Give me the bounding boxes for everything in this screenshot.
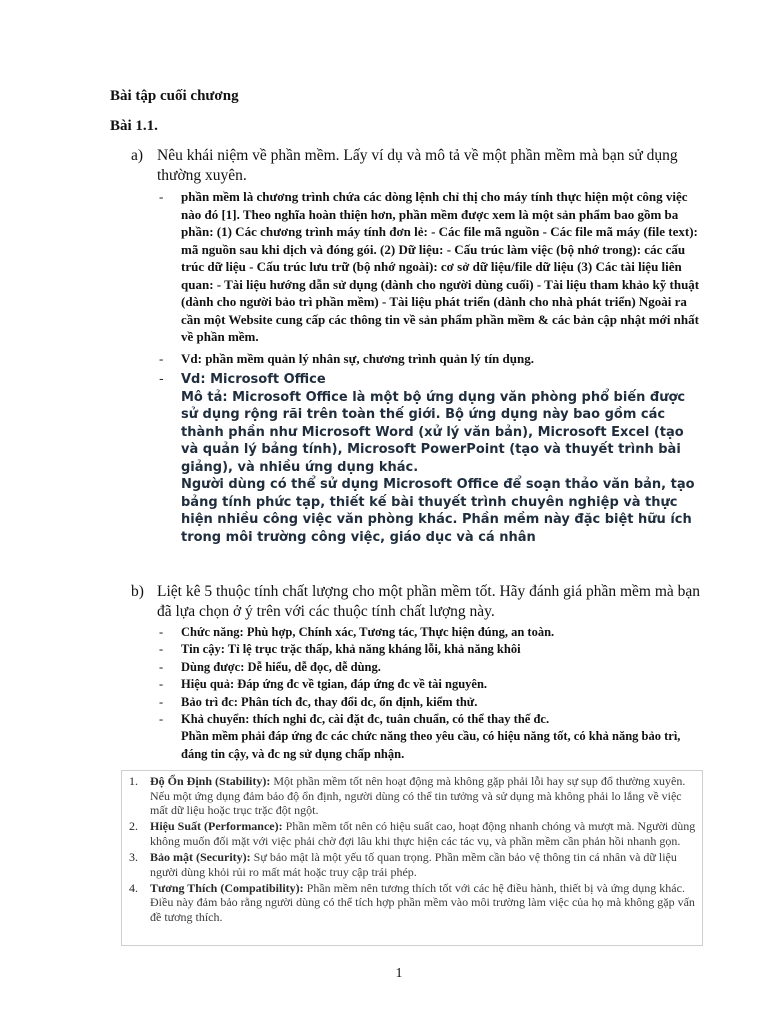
question-b-label: b): [131, 583, 144, 600]
list-item: 3. Bảo mật (Security): Sự bảo mật là một yếu tố quan trọng. Phần mềm cần bảo vệ thông tin cá nhân và dữ liệu người dùng khỏi rủi ro mất mát hoặc truy cập trái phép.: [129, 849, 677, 879]
answer-b-list: [157, 624, 702, 763]
quality-summary: Phần mềm phải đáp ứng đc các chức năng theo yêu cầu, có hiệu năng tốt, có khả năng bảo trì, đáng tin cậy, và đc ng sử dụng chấp nhận.: [181, 729, 681, 761]
software-example: Vd: phần mềm quản lý nhân sự, chương trình quản lý tín dụng.: [181, 350, 534, 366]
compatibility-text: Phần mềm nên tương thích tốt với các hệ điều hành, thiết bị và ứng dụng khác. Điều này đảm bảo rằng người dùng có thể tích hợp phần mềm vào môi trường làm việc của họ mà không gặp vấn đề tương thích.: [150, 880, 695, 924]
performance-term: Hiệu Suất (Performance):: [150, 819, 283, 834]
page-number: 1: [395, 966, 403, 981]
security-text: Sự bảo mật là một yếu tố quan trọng. Phần mềm cần bảo vệ thông tin cá nhân và dữ liệu người dùng khỏi rủi ro mất mát hoặc truy cập trái phép.: [150, 849, 677, 879]
list-item: - Hiệu quả: Đáp ứng đc về tgian, đáp ứng đc về tài nguyên.: [159, 677, 488, 692]
question-a-label: a): [131, 147, 144, 164]
attr-usability: Dùng được: Dễ hiểu, dễ đọc, dễ dùng.: [181, 659, 381, 674]
security-term: Bảo mật (Security):: [150, 849, 251, 864]
list-item: - Vd: Microsoft Office Mô tả: Microsoft Office là một bộ ứng dụng văn phòng phổ biến được sử dụng rộng rãi trên toàn thế giới. Bộ ứng dụng này bao gồm các thành phần như Microsoft Word (xử lý văn bản), Microsoft Excel (tạo và quản lý bảng tính), Microsoft PowerPoint (tạo và thuyết trình bài giảng), và nhiều ứng dụng khác. Người dùng có thể sử dụng Microsoft Office để soạn thảo văn bản, tạo bảng tính phức tạp, thiết kế bài thuyết trình chuyên nghiệp và thực hiện nhiều công việc văn phòng khác. Phần mềm này đặc biệt hữu ích trong môi trường công việc, giáo dục và cá nhân: [157, 371, 702, 546]
stability-term: Độ Ổn Định (Stability):: [150, 774, 271, 788]
list-item: 4. Tương Thích (Compatibility): Phần mềm nên tương thích tốt với các hệ điều hành, thiết bị và ứng dụng khác. Điều này đảm bảo rằng người dùng có thể tích hợp phần mềm vào môi trường làm việc của họ mà không gặp vấn đề tương thích.: [129, 880, 695, 924]
list-item: 2. Hiệu Suất (Performance): Phần mềm tốt nên có hiệu suất cao, hoạt động nhanh chóng và mượt mà. Người dùng không muốn đối mặt với việc phải chờ đợi lâu khi thực hiện các tác vụ, và phần mềm cần phản hồi nhanh gọn.: [129, 819, 696, 848]
answer-a-list: [157, 188, 702, 546]
list-item: - Vd: phần mềm quản lý nhân sự, chương trình quản lý tín dụng.: [159, 350, 534, 366]
question-b: [131, 582, 711, 622]
exercise-heading: Bài 1.1.: [110, 118, 158, 134]
attr-functionality: Chức năng: Phù hợp, Chính xác, Tương tác, Thực hiện đúng, an toàn.: [181, 625, 555, 639]
quality-attributes-box: [121, 770, 703, 946]
list-item: - Tin cậy: Tỉ lệ trục trặc thấp, khả năng kháng lỗi, khả năng khôi: [159, 642, 521, 657]
list-item: - Bảo trì đc: Phân tích đc, thay đổi dc, ổn định, kiểm thử.: [159, 694, 478, 709]
office-heading: Vd: Microsoft Office: [181, 372, 326, 387]
attr-portability: Khả chuyển: thích nghi đc, cài đặt đc, tuân chuẩn, có thể thay thế đc.: [181, 712, 550, 727]
stability-text: Một phần mềm tốt nên hoạt động mà không gặp phải lỗi hay sự sụp đổ thường xuyên. Nếu một ứng dụng đảm bảo độ ổn định, người dùng có thể tin tưởng và sử dụng mà không phải lo lắng về việc mất dữ liệu hoặc trục trặc đột ngột.: [150, 774, 686, 818]
quality-ordered-list: [122, 771, 702, 924]
question-b-text: Liệt kê 5 thuộc tính chất lượng cho một phần mềm tốt. Hãy đánh giá phần mềm mà bạn đã lựa chọn ở ý trên với các thuộc tính chất lượng này.: [157, 583, 701, 620]
chapter-exercises-title: Bài tập cuối chương: [110, 88, 239, 104]
question-a-text: Nêu khái niệm về phần mềm. Lấy ví dụ và mô tả về một phần mềm mà bạn sử dụng thường xuyên.: [157, 147, 678, 184]
software-definition: phần mềm là chương trình chứa các dòng lệnh chỉ thị cho máy tính thực hiện một công việc nào đó [1]. Theo nghĩa hoàn thiện hơn, phần mềm được xem là một sản phẩm bao gồm ba phần: (1) Các chương trình máy tính đơn lẻ: - Các file mã nguồn - Các file mã máy (file text): mã nguồn sau khi dịch và đóng gói. (2) Dữ liệu: - Cấu trúc làm việc (bộ nhớ trong): các cấu trúc dữ liệu - Cấu trúc lưu trữ (bộ nhớ ngoài): cơ sở dữ liệu/file dữ liệu (3) Các tài liệu liên quan: - Tài liệu hướng dẫn sử dụng (dành cho người dùng cuối) - Tài liệu tham khảo kỹ thuật (dành cho người bảo trì phần mềm) - Tài liệu phát triển (dành cho nhà phát triển) Ngoài ra cần một Website cung cấp các thông tin về sản phẩm phần mềm & các bản cập nhật mới nhất về phần mềm.: [181, 189, 700, 344]
question-a: [131, 146, 711, 186]
office-description: Mô tả: Microsoft Office là một bộ ứng dụng văn phòng phổ biến được sử dụng rộng rãi trên toàn thế giới. Bộ ứng dụng này bao gồm các thành phần như Microsoft Word (xử lý văn bản), Microsoft Excel (tạo và quản lý bảng tính), Microsoft PowerPoint (tạo và thuyết trình bài giảng), và nhiều ứng dụng khác.: [181, 389, 686, 475]
compatibility-term: Tương Thích (Compatibility):: [150, 880, 304, 895]
attr-efficiency: Hiệu quả: Đáp ứng đc về tgian, đáp ứng đc về tài nguyên.: [181, 677, 488, 692]
attr-maintainability: Bảo trì đc: Phân tích đc, thay đổi dc, ổn định, kiểm thử.: [181, 694, 478, 709]
list-item: - Dùng được: Dễ hiểu, dễ đọc, dễ dùng.: [159, 659, 381, 674]
list-item: - phần mềm là chương trình chứa các dòng lệnh chỉ thị cho máy tính thực hiện một công việc nào đó [1]. Theo nghĩa hoàn thiện hơn, phần mềm được xem là một sản phẩm bao gồm ba phần: (1) Các chương trình máy tính đơn lẻ: - Các file mã nguồn - Các file mã máy (file text): mã nguồn sau khi dịch và đóng gói. (2) Dữ liệu: - Cấu trúc làm việc (bộ nhớ trong): các cấu trúc dữ liệu - Cấu trúc lưu trữ (bộ nhớ ngoài): cơ sở dữ liệu/file dữ liệu (3) Các tài liệu liên quan: - Tài liệu hướng dẫn sử dụng (dành cho người dùng cuối) - Tài liệu tham khảo kỹ thuật (dành cho người bảo trì phần mềm) - Tài liệu phát triển (dành cho nhà phát triển) Ngoài ra cần một Website cung cấp các thông tin về sản phẩm phần mềm & các bản cập nhật mới nhất về phần mềm.: [159, 189, 700, 344]
list-item: 1. Độ Ổn Định (Stability): Một phần mềm tốt nên hoạt động mà không gặp phải lỗi hay sự sụp đổ thường xuyên. Nếu một ứng dụng đảm bảo độ ổn định, người dùng có thể tin tưởng và sử dụng mà không phải lo lắng về việc mất dữ liệu hoặc trục trặc đột ngột.: [129, 774, 686, 818]
performance-text: Phần mềm tốt nên có hiệu suất cao, hoạt động nhanh chóng và mượt mà. Người dùng không muốn đối mặt với việc phải chờ đợi lâu khi thực hiện các tác vụ, và phần mềm cần phản hồi nhanh gọn.: [150, 819, 696, 848]
office-usage: Người dùng có thể sử dụng Microsoft Office để soạn thảo văn bản, tạo bảng tính phức tạp, thiết kế bài thuyết trình chuyên nghiệp và thực hiện nhiều công việc văn phòng khác. Phần mềm này đặc biệt hữu ích trong môi trường công việc, giáo dục và cá nhân: [181, 477, 695, 545]
list-item: - Chức năng: Phù hợp, Chính xác, Tương tác, Thực hiện đúng, an toàn.: [159, 625, 555, 639]
attr-reliability: Tin cậy: Tỉ lệ trục trặc thấp, khả năng kháng lỗi, khả năng khôi: [181, 642, 521, 657]
list-item: - Khả chuyển: thích nghi đc, cài đặt đc, tuân chuẩn, có thể thay thế đc. Phần mềm phải đáp ứng đc các chức năng theo yêu cầu, có hiệu năng tốt, có khả năng bảo trì, đáng tin cậy, và đc ng sử dụng chấp nhận.: [157, 711, 702, 763]
